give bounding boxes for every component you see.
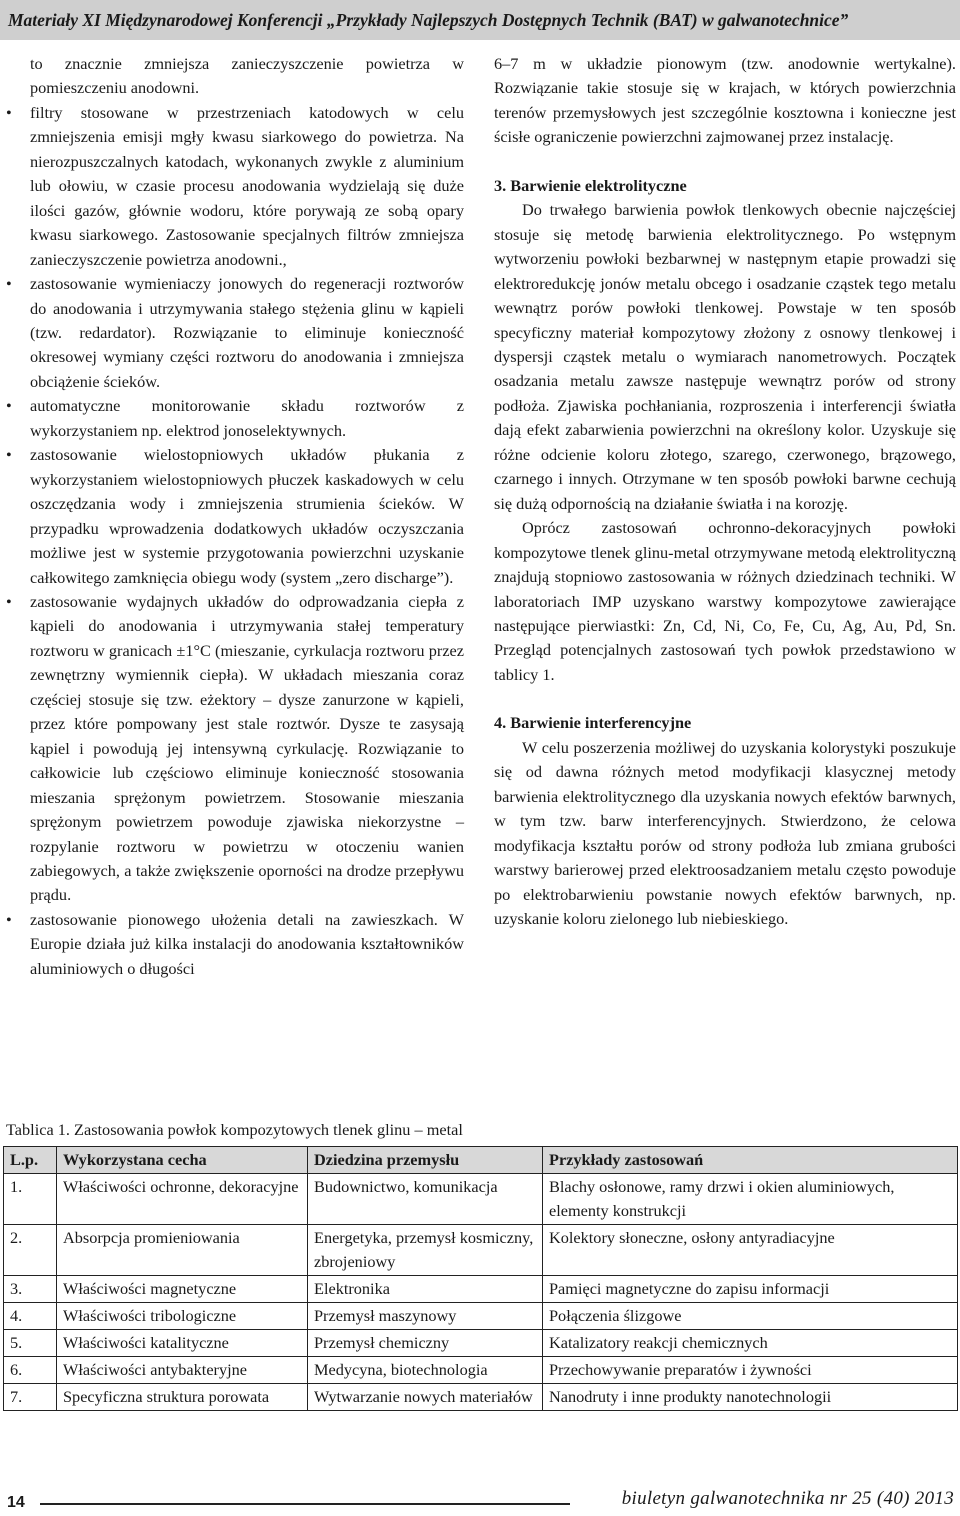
left-column	[30, 52, 464, 981]
cell-lp: 1.	[4, 1174, 57, 1225]
bullet-item: • zastosowanie wydajnych układów do odprowadzania ciepła z kąpieli do anodowania i utrzymywania stałej temperatury roztworu w granicach ±1°C (mieszanie, cyrkulacja roztworu przez zewnętrzny wymiennik ciepła). W układach mieszania coraz częściej stosuje się tzw. eżektory – dysze zanurzone w kąpieli, przez które pompowany jest stale roztwór. Dysze te zasysają kąpiel i powodują jej intensywną cyrkulację. Rozwiązanie to całkowicie lub częściowo eliminuje konieczność stosowania mieszania sprężonym powietrzem. Stosowanie mieszania sprężonym powietrzem powoduje zjawiska niekorzystne – rozpylanie roztworu w powietrzu w otoczeniu wanien zabiegowych, a także zwiększenie oporności na drodze przepływu prądu.	[30, 590, 464, 908]
table-row	[4, 1303, 958, 1330]
bullet-item: • filtry stosowane w przestrzeniach katodowych w celu zmniejszenia emisji mgły kwasu siarkowego do powietrza. Na nierozpuszczalnych katodach, wykonanych zwykle z aluminium lub ołowiu, w czasie procesu anodowania wydzielają się duże ilości gazów, głównie wodoru, które porywają ze sobą opary kwasu siarkowego. Zastosowanie specjalnych filtrów zmniejsza zanieczyszczenie powietrza anodowni.,	[30, 101, 464, 272]
table-row	[4, 1384, 958, 1411]
cell-lp: 7.	[4, 1384, 57, 1411]
cell-industry: Energetyka, przemysł kosmiczny, zbrojeniowy	[308, 1225, 543, 1276]
publication-name: biuletyn galwanotechnika nr 25 (40) 2013	[621, 1488, 954, 1509]
section-3-paragraph: Do trwałego barwienia powłok tlenkowych obecnie najczęściej stosuje się metodę barwienia elektrolitycznego. Po wstępnym wytworzeniu powłoki bezbarwnej w następnym etapie prowadzi się elektroredukcję jonów metalu obcego i osadzanie cząstek tego metalu wewnątrz porów powłoki tlenkowej. Powstaje w ten sposób specyficzny materiał kompozytowy złożony z osnowy tlenkowej i dyspersji cząstek metalu o wymiarach nanometrowych. Początek osadzania metalu zawsze następuje wewnątrz porów od strony podłoża. Zjawiska pochłaniania, rozproszenia i interferencji światła dają efekt zabarwienia powierzchni na określony kolor. Uzyskuje się różne odcienie koloru złotego, szarego, czerwonego, brązowego, czarnego i innych. Otrzymane w ten sposób powłoki barwne cechują się dużą odpornością na działanie światła i na korozję.	[494, 200, 956, 513]
right-column	[494, 52, 956, 931]
table-header-row	[4, 1147, 958, 1174]
table-row	[4, 1276, 958, 1303]
table-row	[4, 1357, 958, 1384]
cell-lp: 5.	[4, 1330, 57, 1357]
cell-industry: Przemysł maszynowy	[308, 1303, 543, 1330]
cell-feature: Właściwości ochronne, dekoracyjne	[57, 1174, 308, 1225]
section-3-paragraph: Oprócz zastosowań ochronno-dekoracyjnych powłoki kompozytowe tlenek glinu-metal otrzymywane metodą elektrolityczną znajdują stopniowo zastosowania w różnych dziedzinach techniki. W laboratoriach IMP uzyskano warstwy kompozytowe zawierające następujące pierwiastki: Zn, Cd, Ni, Co, Fe, Cu, Ag, Au, Pd, Sn. Przegląd potencjalnych zastosowań tych powłok przedstawiono w tablicy 1.	[494, 518, 956, 684]
cell-industry: Przemysł chemiczny	[308, 1330, 543, 1357]
cell-examples: Kolektory słoneczne, osłony antyradiacyjne	[543, 1225, 958, 1276]
cell-feature: Właściwości katalityczne	[57, 1330, 308, 1357]
bat-bullet-list	[30, 101, 464, 981]
section-4-paragraph: W celu poszerzenia możliwej do uzyskania kolorystyki poszukuje się od dawna różnych metod modyfikacji klasycznej metody barwienia elektrolitycznego dla uzyskania nowych efektów barwnych, w tym tzw. barw interferencyjnych. Stwierdzono, że celowa modyfikacja kształtu porów od strony podłoża lub zmiana grubości warstwy barierowej przed elektroosadzaniem metalu często powoduje po elektrobarwieniu powstanie nowych efektów barwnych, np. uzyskanie koloru zielonego lub niebieskiego.	[494, 737, 956, 928]
cell-feature: Właściwości antybakteryjne	[57, 1357, 308, 1384]
table-row	[4, 1330, 958, 1357]
cell-examples: Nanodruty i inne produkty nanotechnologii	[543, 1384, 958, 1411]
cell-feature: Absorpcja promieniowania	[57, 1225, 308, 1276]
bullet-item: • automatyczne monitorowanie składu roztworów z wykorzystaniem np. elektrod jonoselektywnych.	[30, 394, 464, 443]
cell-industry: Medycyna, biotechnologia	[308, 1357, 543, 1384]
footer-divider	[40, 1503, 570, 1505]
cell-lp: 3.	[4, 1276, 57, 1303]
running-header	[0, 0, 960, 40]
cell-examples: Połączenia ślizgowe	[543, 1303, 958, 1330]
cell-industry: Budownictwo, komunikacja	[308, 1174, 543, 1225]
cell-lp: 6.	[4, 1357, 57, 1384]
cell-examples: Katalizatory reakcji chemicznych	[543, 1330, 958, 1357]
applications-table	[3, 1146, 958, 1411]
cell-feature: Właściwości tribologiczne	[57, 1303, 308, 1330]
cell-industry: Elektronika	[308, 1276, 543, 1303]
header-title: Materiały XI Międzynarodowej Konferencji „Przykłady Najlepszych Dostępnych Technik (BAT) w galwanotechnice”	[8, 10, 849, 30]
column-header-feature: Wykorzystana cecha	[57, 1147, 308, 1174]
column-header-lp: L.p.	[4, 1147, 57, 1174]
cell-feature: Właściwości magnetyczne	[57, 1276, 308, 1303]
cell-lp: 4.	[4, 1303, 57, 1330]
cell-feature: Specyficzna struktura porowata	[57, 1384, 308, 1411]
cell-examples: Przechowywanie preparatów i żywności	[543, 1357, 958, 1384]
bullet-item: • zastosowanie wymieniaczy jonowych do regeneracji roztworów do anodowania i utrzymywania stałego stężenia glinu w kąpieli (tzw. redardator). Rozwiązanie to eliminuje konieczność okresowej wymiany części roztworu do anodowania i zmniejsza obciążenie ścieków.	[30, 272, 464, 394]
page-number: 14	[7, 1494, 25, 1511]
bullet-item: • zastosowanie pionowego ułożenia detali na zawieszkach. W Europie działa już kilka instalacji do anodowania kształtowników aluminiowych o długości	[30, 908, 464, 981]
cell-examples: Blachy osłonowe, ramy drzwi i okien aluminiowych, elementy konstrukcji	[543, 1174, 958, 1225]
section-4-heading: 4. Barwienie interferencyjne	[494, 713, 692, 733]
table-row	[4, 1225, 958, 1276]
right-continuation-text: 6–7 m w układzie pionowym (tzw. anodownie wertykalne). Rozwiązanie takie stosuje się w krajach, w których powierzchnia terenów przemysłowych jest szczególnie kosztowna i konieczne jest ścisłe ograniczenie powierzchni zajmowanej przez instalację.	[494, 54, 956, 147]
table-row	[4, 1174, 958, 1225]
column-header-examples: Przykłady zastosowań	[543, 1147, 958, 1174]
cell-industry: Wytwarzanie nowych materiałów	[308, 1384, 543, 1411]
left-continuation-text: to znacznie zmniejsza zanieczyszczenie powietrza w pomieszczeniu anodowni.	[30, 54, 464, 98]
cell-examples: Pamięci magnetyczne do zapisu informacji	[543, 1276, 958, 1303]
section-3-heading: 3. Barwienie elektrolityczne	[494, 175, 687, 195]
column-header-industry: Dziedzina przemysłu	[308, 1147, 543, 1174]
table-caption: Tablica 1. Zastosowania powłok kompozytowych tlenek glinu – metal	[6, 1120, 463, 1139]
bullet-item: • zastosowanie wielostopniowych układów płukania z wykorzystaniem wielostopniowych płuczek kaskadowych w celu oszczędzania wody i zmniejszenia strumienia ścieków. W przypadku wprowadzenia dodatkowych układów oczyszczania możliwe jest w systemie przygotowania powierzchni uzyskanie całkowitego zamknięcia obiegu wody (system „zero discharge”).	[30, 443, 464, 590]
cell-lp: 2.	[4, 1225, 57, 1276]
